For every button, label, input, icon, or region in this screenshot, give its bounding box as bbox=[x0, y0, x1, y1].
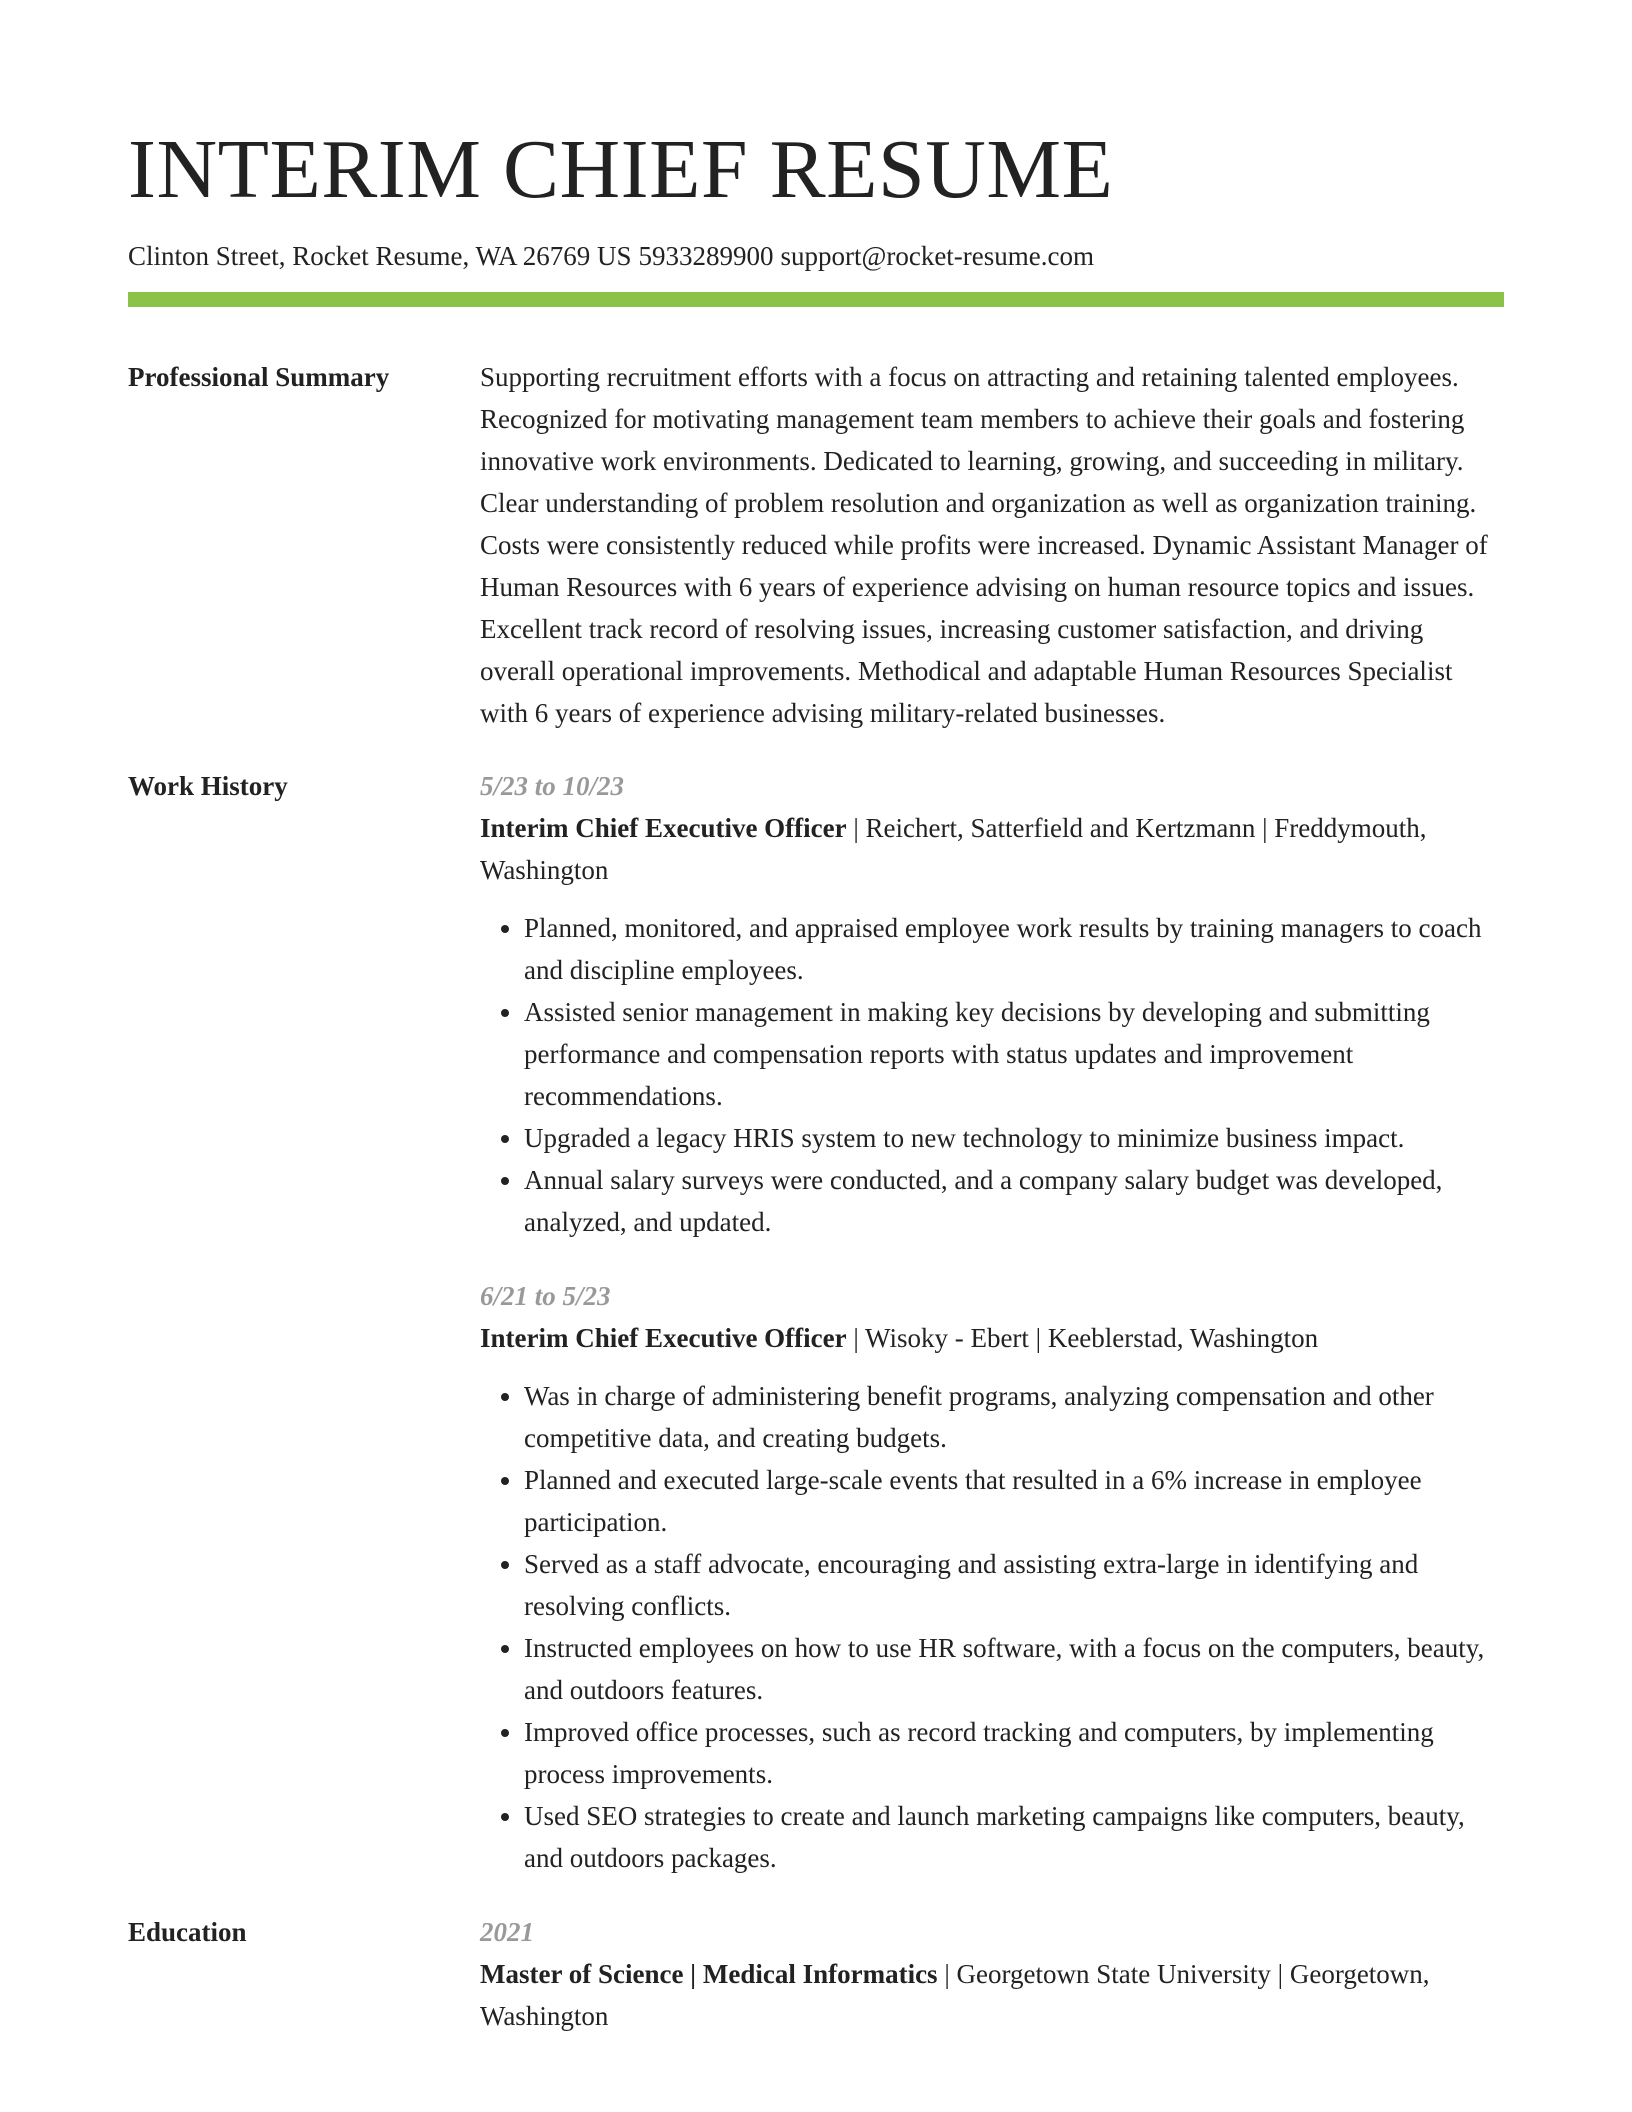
contact-address: Clinton Street, Rocket Resume, WA 26769 US bbox=[128, 241, 632, 271]
section-work-history bbox=[128, 765, 1504, 1879]
job-bullet: • Assisted senior management in making key decisions by developing and submitting performance and compensation reports with status updates and improvement recommendations. bbox=[524, 991, 1504, 1117]
header-divider bbox=[128, 292, 1504, 307]
work-history-body bbox=[480, 765, 1504, 1879]
section-professional-summary bbox=[128, 356, 1504, 734]
job-title: Interim Chief Executive Officer bbox=[480, 1323, 847, 1353]
job-bullet: • Upgraded a legacy HRIS system to new technology to minimize business impact. bbox=[524, 1117, 1504, 1159]
contact-line bbox=[128, 238, 1504, 274]
job-bullet: • Planned and executed large-scale events that resulted in a 6% increase in employee participation. bbox=[524, 1459, 1504, 1543]
job-bullet: • Improved office processes, such as record tracking and computers, by implementing process improvements. bbox=[524, 1711, 1504, 1795]
job-entry bbox=[480, 765, 1504, 1243]
education-school-location: | Georgetown State University | Georgetown, Washington bbox=[480, 1959, 1430, 2031]
job-bullet-list bbox=[480, 1375, 1504, 1879]
job-bullet: • Used SEO strategies to create and launch marketing campaigns like computers, beauty, and outdoors packages. bbox=[524, 1795, 1504, 1879]
job-entry bbox=[480, 1275, 1504, 1879]
job-bullet: • Instructed employees on how to use HR software, with a focus on the computers, beauty, and outdoors features. bbox=[524, 1627, 1504, 1711]
job-heading bbox=[480, 807, 1504, 891]
education-heading bbox=[480, 1953, 1504, 2037]
job-bullet: • Planned, monitored, and appraised employee work results by training managers to coach and discipline employees. bbox=[524, 907, 1504, 991]
section-label-education: Education bbox=[128, 1917, 247, 1947]
education-degree: Master of Science | Medical Informatics bbox=[480, 1959, 938, 1989]
job-bullet: • Was in charge of administering benefit programs, analyzing compensation and other competitive data, and creating budgets. bbox=[524, 1375, 1504, 1459]
job-dates: 5/23 to 10/23 bbox=[480, 771, 625, 801]
contact-email: support@rocket-resume.com bbox=[780, 241, 1095, 271]
education-body bbox=[480, 1911, 1504, 2037]
section-label-summary: Professional Summary bbox=[128, 362, 390, 392]
summary-text: Supporting recruitment efforts with a focus on attracting and retaining talented employees. Recognized for motivating management team members to achieve their goals and fostering innovative work environments. Dedicated to learning, growing, and succeeding in military. Clear understanding of problem resolution and organization as well as organization training. Costs were consistently reduced while profits were increased. Dynamic Assistant Manager of Human Resources with 6 years of experience advising on human resource topics and issues. Excellent track record of resolving issues, increasing customer satisfaction, and driving overall operational improvements. Methodical and adaptable Human Resources Specialist with 6 years of experience advising military-related businesses. bbox=[480, 362, 1488, 728]
job-bullet: • Annual salary surveys were conducted, and a company salary budget was developed, analyzed, and updated. bbox=[524, 1159, 1504, 1243]
resume-title: INTERIM CHIEF RESUME bbox=[128, 123, 1114, 216]
contact-phone: 5933289900 bbox=[638, 241, 774, 271]
job-dates: 6/21 to 5/23 bbox=[480, 1281, 611, 1311]
job-bullet: • Served as a staff advocate, encouraging and assisting extra-large in identifying and resolving conflicts. bbox=[524, 1543, 1504, 1627]
section-label-work-history: Work History bbox=[128, 771, 288, 801]
job-title: Interim Chief Executive Officer bbox=[480, 813, 847, 843]
job-heading bbox=[480, 1317, 1504, 1359]
job-company-location: | Wisoky - Ebert | Keeblerstad, Washington bbox=[846, 1323, 1319, 1353]
job-company-location: | Reichert, Satterfield and Kertzmann | Freddymouth, Washington bbox=[480, 813, 1427, 885]
job-bullet-list bbox=[480, 907, 1504, 1243]
section-education bbox=[128, 1911, 1504, 2037]
education-year: 2021 bbox=[480, 1917, 534, 1947]
